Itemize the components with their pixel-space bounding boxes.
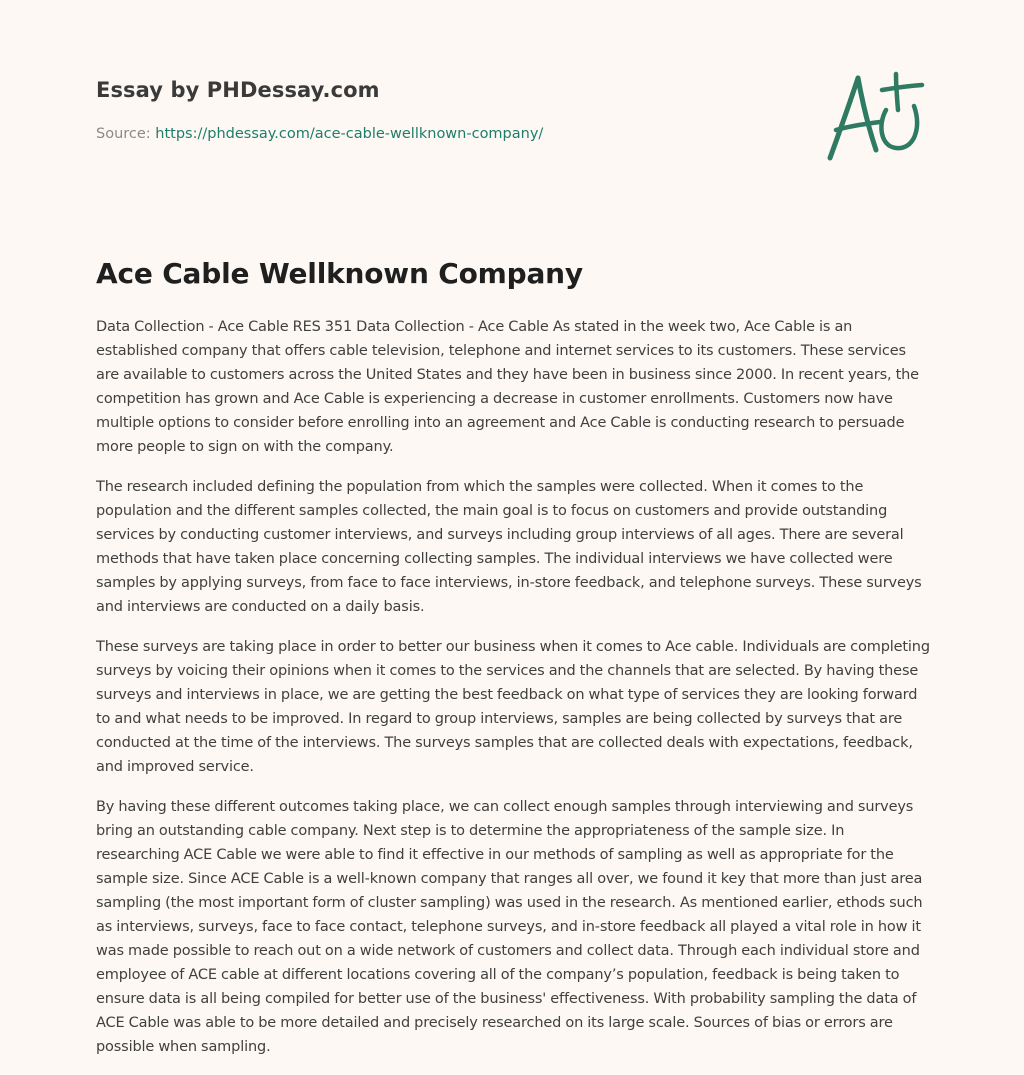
essay-paragraph: Data Collection - Ace Cable RES 351 Data Collection - Ace Cable As stated in the week two, Ace Cable is an established company that offers cable television, telephone and internet services to its customers. These services are available to customers across the United States and they have been in business since 2000. In recent years, the competition has grown and Ace Cable is experiencing a decrease in customer enrollments. Customers now have multiple options to consider before enrolling into an agreement and Ace Cable is conducting research to persuade more people to sign on with the company.	[96, 319, 919, 455]
site-title: Essay by PHDessay.com	[96, 78, 380, 102]
essay-body	[96, 315, 930, 1075]
source-label: Source:	[96, 126, 156, 142]
essay-paragraph: These surveys are taking place in order to better our business when it comes to Ace cable. Individuals are completing surveys by voicing their opinions when it comes to the services and the channels that are selected. By having these surveys and interviews in place, we are getting the best feedback on what type of services they are looking forward to and what needs to be improved. In regard to group interviews, samples are being collected by surveys that are conducted at the time of the interviews. The surveys samples that are collected deals with expectations, feedback, and improved service.	[96, 639, 930, 775]
a-plus-logo-icon	[818, 66, 930, 166]
essay-title: Ace Cable Wellknown Company	[96, 257, 583, 290]
page-header	[96, 76, 796, 144]
essay-paragraph: The research included defining the population from which the samples were collected. When it comes to the population and the different samples collected, the main goal is to focus on customers and provide outstanding services by conducting customer interviews, and surveys including group interviews of all ages. There are several methods that have taken place concerning collecting samples. The individual interviews we have collected were samples by applying surveys, from face to face interviews, in-store feedback, and telephone surveys. These surveys and interviews are conducted on a daily basis.	[96, 479, 922, 615]
essay-paragraph: By having these different outcomes taking place, we can collect enough samples through interviewing and surveys bring an outstanding cable company. Next step is to determine the appropriateness of the sample size. In researching ACE Cable we were able to find it effective in our methods of sampling as well as appropriate for the sample size. Since ACE Cable is a well-known company that ranges all over, we found it key that more than just area sampling (the most important form of cluster sampling) was used in the research. As mentioned earlier, ethods such as interviews, surveys, face to face contact, telephone surveys, and in-store feedback all played a vital role in how it was made possible to reach out on a wide network of customers and collect data. Through each individual store and employee of ACE cable at different locations covering all of the company’s population, feedback is being taken to ensure data is all being compiled for better use of the business' effectiveness. With probability sampling the data of ACE Cable was able to be more detailed and precisely researched on its large scale. Sources of bias or errors are possible when sampling.	[96, 799, 923, 1055]
source-link[interactable]: https://phdessay.com/ace-cable-wellknown-company/	[155, 126, 544, 142]
source-line	[96, 124, 796, 144]
